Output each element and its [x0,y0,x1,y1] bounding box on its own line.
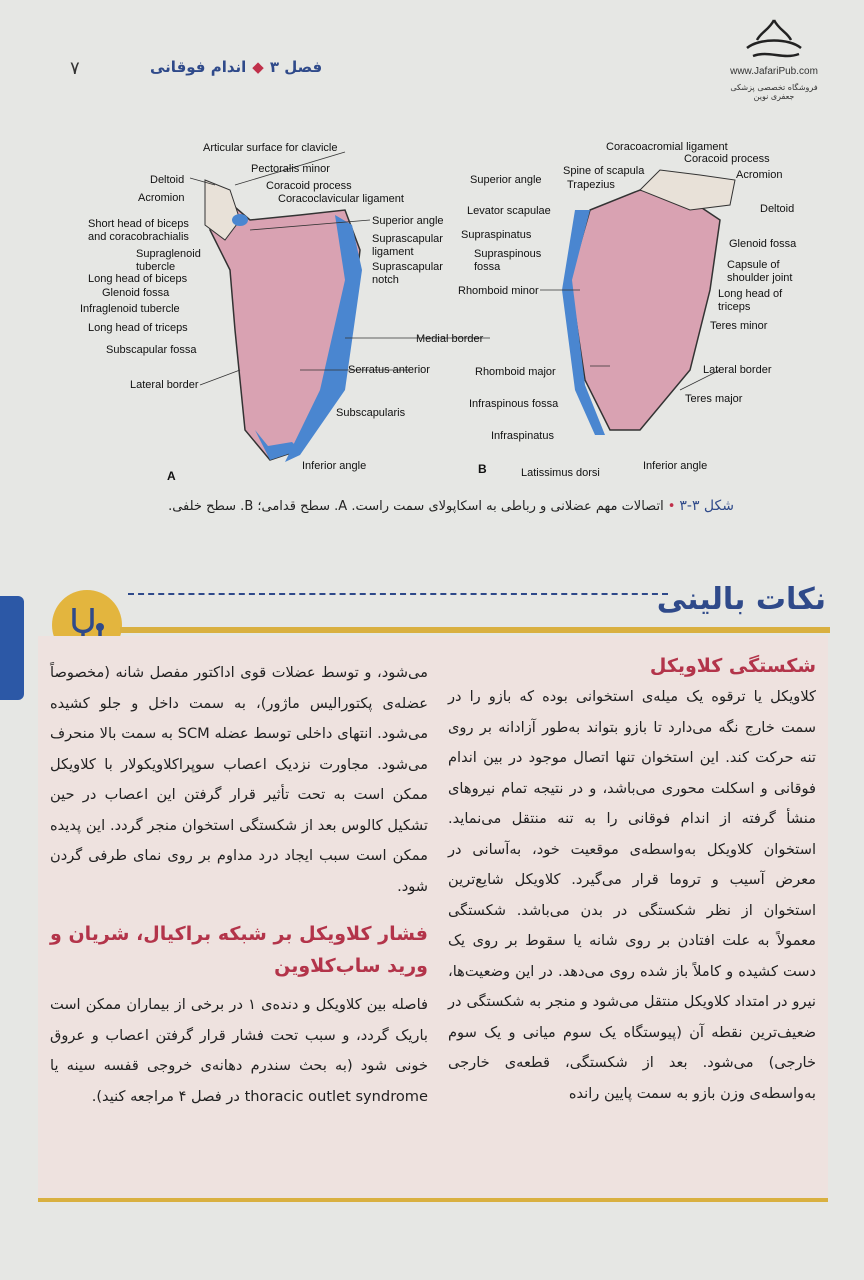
label-a-3: Pectoralis minor [251,163,330,175]
label-a-22: Serratus anterior [348,364,430,376]
label-b-18: Rhomboid major [475,366,556,378]
page-number: ۷ [70,58,80,79]
gold-rule-top [120,627,830,633]
caption-text: اتصالات مهم عضلانی و رباطی به اسکاپولای سمت راست. A. سطح قدامی؛ B. سطح خلفی. [168,499,664,514]
label-a-23: Subscapularis [336,407,406,419]
bullet-icon: • [667,499,676,514]
label-b-5: Acromion [736,169,783,181]
section-label: اندام فوقانی [150,58,247,76]
label-a-13: Long head of triceps [88,322,188,334]
label-b-11: Glenoid fossa [729,238,797,250]
logo-url: www.JafariPub.com [730,66,818,77]
figure-caption [168,498,734,514]
section-heading-compression: فشار کلاویکل بر شبکه براکیال، شریان و ورید ساب‌کلاوین [50,923,428,977]
logo-mark-icon [739,18,809,62]
publisher-logo [724,18,824,101]
label-b-21: Teres major [685,393,743,405]
label-a-14: Subscapular fossa [106,344,197,356]
label-b-17: Teres minor [710,320,768,332]
label-b-23: Latissimus dorsi [521,467,600,479]
label-a-20: notch [372,274,399,286]
label-b-15: Long head of [718,288,783,300]
label-b-2: Spine of scapula [563,165,645,177]
panel-letter-b: B [478,462,487,476]
label-a-18: ligament [372,246,414,258]
label-b-3: Superior angle [470,174,542,186]
label-a-12: Infraglenoid tubercle [80,303,180,315]
label-a-19: Suprascapular [372,261,443,273]
label-a-9: tubercle [136,261,176,273]
chapter-tab [0,596,24,700]
right-column [448,650,816,1109]
paragraph: کلاویکل یا ترقوه یک میله‌ی استخوانی بوده که بازو را در سمت خارج نگه می‌دارد تا بازو بتواند به‌طور آزادانه بر روی تنه حرکت کند. این استخوان تنها اتصال موجود در بین اندام فوقانی و اسکلت محوری می‌باشد، و در نتیجه تمام نیروهای منشأ گرفته از اندام فوقانی را به تنه منتقل می‌نماید. استخوان کلاویکل به‌واسطه‌ی موقعیت خود، به‌آسانی در معرض آسیب و تروما قرار می‌گیرد. کلاویکل شایع‌ترین استخوان از نظر شکستگی در بدن می‌باشد. شکستگی معمولاً به علت افتادن بر روی شانه یا سقوط بر روی یک دست کشیده و کاملاً باز شده روی می‌دهد. در این وضعیت‌ها، نیرو در امتداد کلاویکل منتقل می‌شود و منجر به شکستگی در ضعیف‌ترین نقطه آن (پیوستگاه یک سوم میانی و یک سوم خارجی) می‌شود. بعد از شکستگی، قطعه‌ی خارجی به‌واسطه‌ی وزن بازو به سمت پایین رانده [448,688,816,1102]
label-a-21: Medial border [416,333,484,345]
chapter-label: فصل ۳ [269,58,323,76]
label-a-0: Articular surface for clavicle [203,142,338,154]
label-a-4: Coracoid process [266,180,352,192]
running-header [150,58,322,76]
figure-number: شکل ۳-۳ [679,498,734,514]
label-a-5: Coracoclavicular ligament [278,193,404,205]
label-b-9: Supraspinous [474,248,542,260]
label-a-7: and coracobrachialis [88,231,189,243]
bullet-icon: ◆ [252,58,264,76]
label-b-7: Deltoid [760,203,795,215]
label-a-11: Glenoid fossa [102,287,170,299]
label-b-12: Capsule of [727,259,780,271]
label-b-20: Infraspinous fossa [469,398,559,410]
label-b-14: Rhomboid minor [458,285,539,297]
label-b-10: fossa [474,261,501,273]
label-b-0: Coracoacromial ligament [606,141,728,153]
label-b-6: Levator scapulae [467,205,551,217]
label-a-17: Suprascapular [372,233,443,245]
paragraph: می‌شود، و توسط عضلات قوی اداکتور مفصل شانه (مخصوصاً عضله‌ی پکتورالیس ماژور)، به سمت داخل و جلو کشیده می‌شود. انتهای داخلی توسط عضله SCM به سمت بالا منحرف می‌شود. مجاورت نزدیک اعصاب سوپراکلاویکولار با کلاویکل ممکن است به تحت تأثیر قرار گرفتن این اعصاب در حین تشکیل کالوس بعد از شکستگی استخوان منجر گردد. این پدیده ممکن است سبب ایجاد درد مداوم بر روی نمای طرفی گردن شود. [50,664,429,895]
clinical-notes-title: نکات بالینی [656,582,826,617]
label-a-1: Deltoid [150,174,185,186]
label-b-8: Supraspinatus [461,229,532,241]
label-b-24: Inferior angle [643,460,708,472]
label-a-6: Short head of biceps [88,218,189,230]
logo-shop: فروشگاه تخصصی پزشکی جعفری نوین [730,83,818,101]
paragraph: فاصله بین کلاویکل و دنده‌ی ۱ در برخی از بیماران ممکن است باریک گردد، و سبب تحت فشار قرار گرفتن اعصاب و عروق خونی شود (به بحث سندرم دهانه‌ی خروجی قفسه سینه یا thoracic outlet syndrome در فصل ۴ مراجعه کنید). [50,996,428,1105]
clinical-notes-box [38,636,828,1198]
label-b-13: shoulder joint [727,272,793,284]
label-b-22: Infraspinatus [491,430,554,442]
gold-rule-bottom [38,1198,828,1202]
panel-letter-a: A [167,469,176,483]
label-a-8: Supraglenoid [136,248,201,260]
scapula-figure [0,130,864,490]
label-a-24: Inferior angle [302,460,367,472]
label-a-2: Acromion [138,192,185,204]
label-a-16: Superior angle [372,215,444,227]
label-b-19: Lateral border [703,364,772,376]
label-b-16: triceps [718,301,751,313]
section-heading-clavicle-fracture: شکستگی کلاویکل [649,655,816,677]
heading-divider [128,593,668,595]
label-b-4: Trapezius [567,179,615,191]
label-b-1: Coracoid process [684,153,770,165]
left-column [50,658,428,1112]
label-a-10: Long head of biceps [88,273,188,285]
label-a-15: Lateral border [130,379,199,391]
